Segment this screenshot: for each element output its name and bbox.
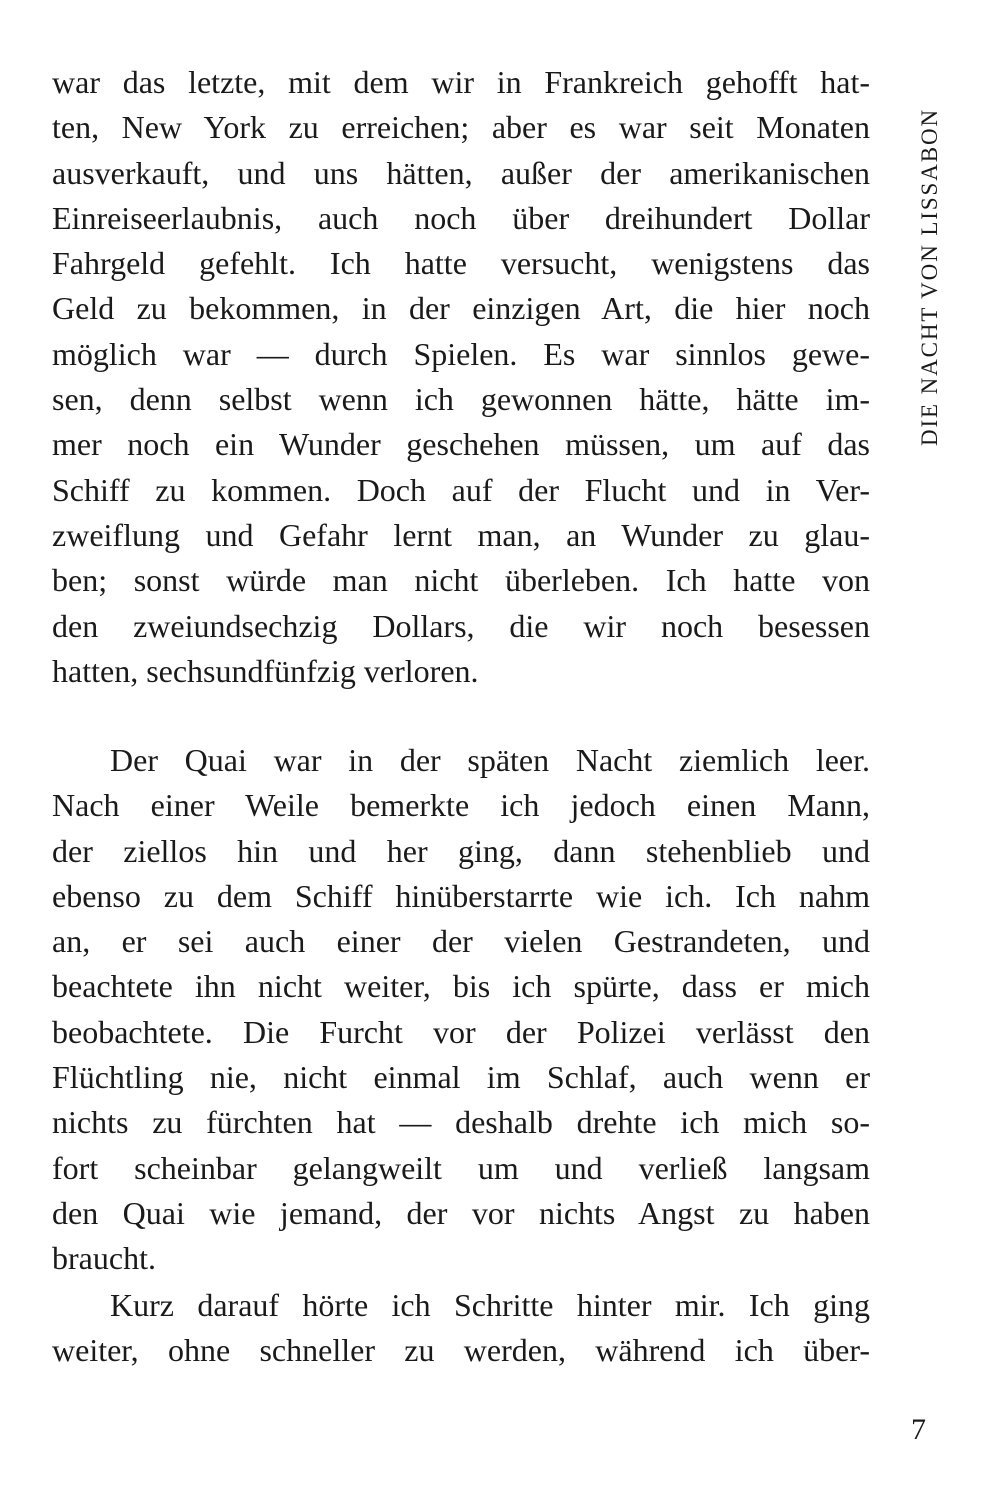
text-line: ten, New York zu erreichen; aber es war seit Monaten	[52, 109, 870, 146]
text-line: ebenso zu dem Schiff hinüberstarrte wie ich. Ich nahm	[52, 877, 870, 914]
text-line: braucht.	[52, 1240, 156, 1277]
text-line: beobachtete. Die Furcht vor der Polizei verlässt den	[52, 1013, 870, 1050]
text-line: Geld zu bekommen, in der einzigen Art, die hier noch	[52, 290, 870, 327]
text-line: sen, denn selbst wenn ich gewonnen hätte, hätte im-	[52, 381, 870, 418]
text-line: der ziellos hin und her ging, dann stehenblieb und	[52, 832, 870, 869]
text-line: den Quai wie jemand, der vor nichts Angst zu haben	[52, 1194, 870, 1231]
text-line: fort scheinbar gelangweilt um und verließ langsam	[52, 1149, 870, 1186]
text-line: den zweiundsechzig Dollars, die wir noch besessen	[52, 607, 870, 644]
text-line: ausverkauft, und uns hätten, außer der amerikanischen	[52, 154, 870, 191]
page-number: 7	[911, 1413, 926, 1446]
text-line: Flüchtling nie, nicht einmal im Schlaf, auch wenn er	[52, 1059, 870, 1096]
text-line: an, er sei auch einer der vielen Gestrandeten, und	[52, 923, 870, 960]
paragraph-1	[52, 60, 870, 694]
text-line: Einreiseerlaubnis, auch noch über dreihundert Dollar	[52, 199, 870, 236]
text-line: Fahrgeld gefehlt. Ich hatte versucht, wenigstens das	[52, 245, 870, 282]
text-line: hatten, sechsundfünfzig verloren.	[52, 652, 479, 689]
running-head: DIE NACHT VON LISSABON	[917, 107, 942, 447]
text-line: Der Quai war in der späten Nacht ziemlich leer.	[110, 742, 870, 778]
text-line: zweiflung und Gefahr lernt man, an Wunder zu glau-	[52, 516, 870, 553]
text-line: Schiff zu kommen. Doch auf der Flucht und in Ver-	[52, 471, 870, 508]
text-line: möglich war — durch Spielen. Es war sinnlos gewe-	[52, 335, 870, 372]
paragraph-2	[52, 738, 870, 1282]
text-line: mer noch ein Wunder geschehen müssen, um auf das	[52, 426, 870, 463]
paragraph-3	[52, 1283, 870, 1374]
text-line: war das letzte, mit dem wir in Frankreich gehofft hat-	[52, 64, 870, 100]
text-line: beachtete ihn nicht weiter, bis ich spürte, dass er mich	[52, 968, 870, 1005]
text-line: ben; sonst würde man nicht überleben. Ich hatte von	[52, 562, 870, 599]
text-line: Kurz darauf hörte ich Schritte hinter mir. Ich ging	[110, 1287, 870, 1323]
text-line: weiter, ohne schneller zu werden, während ich über-	[52, 1332, 870, 1369]
text-line: nichts zu fürchten hat — deshalb drehte ich mich so-	[52, 1104, 870, 1141]
text-line: Nach einer Weile bemerkte ich jedoch einen Mann,	[52, 787, 870, 824]
